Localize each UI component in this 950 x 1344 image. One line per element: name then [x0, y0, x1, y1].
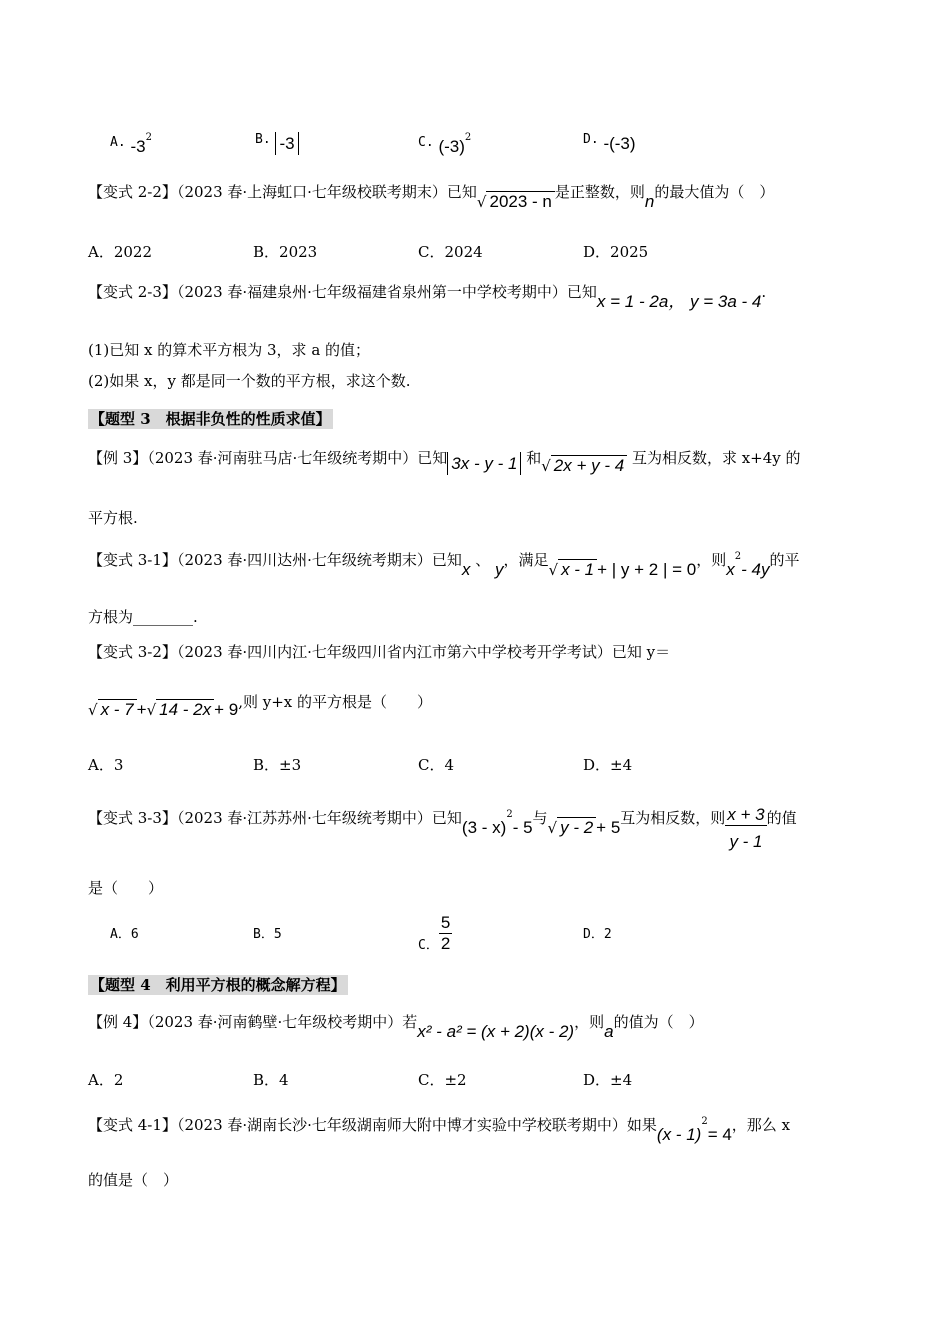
option-c	[418, 128, 472, 156]
option-label: A.	[110, 135, 126, 150]
sqrt-expression: √ x - 1	[549, 560, 598, 580]
sqrt-expression: √ 2023 - n	[477, 192, 555, 212]
question-tag: 【变式 3-2】	[88, 643, 177, 661]
option-a: A．3	[88, 756, 124, 774]
math-expression: x² - a² = (x + 2)(x - 2)	[417, 1022, 575, 1041]
text: +	[136, 700, 147, 719]
option-value: -3	[130, 137, 146, 156]
text: 的值为（ ）	[613, 1013, 704, 1031]
math-expression: + 5	[596, 818, 621, 837]
var: n	[644, 192, 655, 211]
numerator: x + 3	[727, 805, 765, 824]
sqrt-arg: y - 2	[557, 817, 596, 837]
math-expression: - 5	[512, 818, 533, 837]
sub-question-2: (2)如果 x，y 都是同一个数的平方根，求这个数.	[88, 372, 411, 390]
sqrt-expression: √ 2x + y - 4	[541, 456, 627, 476]
option-b: B．±3	[253, 756, 302, 774]
question-v41	[88, 1112, 791, 1144]
var: x	[461, 560, 471, 579]
option-a: A．6	[110, 927, 139, 942]
option-b: B．5	[253, 927, 282, 942]
option-c: C．±2	[418, 1071, 467, 1089]
heading-text: 【题型 3 根据非负性的性质求值】	[90, 410, 331, 428]
section-heading-4	[88, 975, 348, 995]
denominator: y - 1	[729, 832, 763, 851]
sqrt-arg: x - 1	[558, 559, 597, 579]
option-c: C．2024	[418, 243, 483, 261]
option-b	[255, 128, 299, 153]
example-3	[88, 448, 801, 475]
option-a	[110, 128, 152, 156]
question-tag: 【变式 2-2】	[88, 183, 177, 201]
exponent: 2	[145, 132, 152, 143]
math-expression: x = 1 - 2a， y = 3a - 4	[596, 292, 762, 311]
text: 、	[475, 551, 491, 569]
math-expression: + 9	[214, 700, 239, 719]
question-source: （2023 春·江苏苏州·七年级统考期中）已知	[176, 809, 462, 827]
option-value: (-3)	[438, 137, 465, 156]
text: 的值	[766, 809, 797, 827]
math-expression: (3 - x)	[461, 818, 507, 837]
sqrt-arg: 2x + y - 4	[551, 455, 627, 475]
option-d: D．2	[583, 927, 612, 942]
text-continuation: 平方根.	[88, 509, 138, 527]
sqrt-expression: √ y - 2	[548, 818, 597, 838]
question-v32-expression	[88, 693, 433, 720]
text-continuation: 方根为________.	[88, 608, 198, 626]
denominator: 2	[440, 934, 451, 953]
option-d	[583, 128, 636, 153]
text-continuation: 是（ ）	[88, 879, 164, 897]
var: a	[604, 1022, 614, 1041]
option-d: D．±4	[583, 756, 633, 774]
text: 的最大值为（ ）	[654, 183, 775, 201]
abs-expression: 3x - y - 1	[447, 452, 521, 475]
text: 互为相反数，求 x+4y 的	[631, 449, 801, 467]
question-tag: 【例 4】	[88, 1013, 148, 1031]
option-b: B．4	[253, 1071, 289, 1089]
question-v33	[88, 805, 797, 852]
option-c: C．4	[418, 756, 455, 774]
text: 与	[532, 809, 548, 827]
option-label: D.	[583, 132, 599, 147]
question-tag: 【变式 2-3】	[88, 283, 177, 301]
exponent: 2	[506, 809, 513, 820]
text: ，满足	[503, 551, 549, 569]
var: x	[726, 560, 735, 579]
option-b: B．2023	[253, 243, 318, 261]
text: ，那么 x	[731, 1116, 791, 1134]
option-label: C．	[418, 938, 439, 953]
text: ，则	[574, 1013, 605, 1031]
question-tag: 【例 3】	[88, 449, 148, 467]
question-tag: 【变式 3-3】	[88, 809, 177, 827]
math-expression: - 4y	[741, 560, 770, 579]
exponent: 2	[464, 132, 472, 143]
question-source: （2023 春·四川达州·七年级统考期末）已知	[176, 551, 462, 569]
heading-text: 【题型 4 利用平方根的概念解方程】	[90, 976, 346, 994]
option-value: -3	[275, 132, 298, 155]
question-v32	[88, 642, 670, 662]
text: 的平	[769, 551, 800, 569]
text: .	[761, 283, 767, 301]
text: 是正整数，则	[554, 183, 645, 201]
option-a: A．2022	[88, 243, 153, 261]
question-source: （2023 春·河南驻马店·七年级统考期中）已知	[147, 449, 448, 467]
option-d: D．2025	[583, 243, 649, 261]
text: ,则 y+x 的平方根是（ ）	[238, 693, 433, 711]
sqrt-arg: 2023 - n	[486, 191, 554, 211]
sub-question-1: (1)已知 x 的算术平方根为 3，求 a 的值；	[88, 341, 371, 359]
option-value: -(-3)	[603, 134, 636, 153]
var: y	[495, 560, 504, 579]
math-expression: (x - 1)	[656, 1125, 702, 1144]
option-label: C.	[418, 135, 434, 150]
question-v23	[88, 282, 767, 311]
math-expression: = 4	[707, 1125, 732, 1144]
fraction	[439, 913, 452, 954]
exponent: 2	[734, 551, 742, 562]
text-continuation: 的值是（ ）	[88, 1171, 179, 1189]
sqrt-arg: x - 7	[98, 699, 137, 719]
option-d: D．±4	[583, 1071, 633, 1089]
question-v31	[88, 547, 800, 579]
sqrt-arg: 14 - 2x	[156, 699, 214, 719]
example-4	[88, 1012, 704, 1041]
question-source: （2023 春·四川内江·七年级四川省内江市第六中学校考开学考试）已知 y＝	[176, 643, 671, 661]
section-heading-3	[88, 409, 333, 429]
numerator: 5	[440, 913, 451, 932]
fraction	[725, 805, 766, 852]
sqrt-expression: √ x - 7	[88, 700, 137, 720]
question-source: （2023 春·上海虹口·七年级校联考期末）已知	[176, 183, 477, 201]
sqrt-expression: √ 14 - 2x	[147, 700, 215, 720]
question-v22	[88, 182, 775, 211]
option-a: A．2	[88, 1071, 124, 1089]
question-tag: 【变式 3-1】	[88, 551, 177, 569]
text: 和	[526, 449, 542, 467]
question-tag: 【变式 4-1】	[88, 1116, 177, 1134]
math-expression: + | y + 2 | = 0	[597, 560, 697, 579]
option-c	[418, 913, 452, 954]
text: 互为相反数，则	[620, 809, 726, 827]
question-source: （2023 春·福建泉州·七年级福建省泉州第一中学校考期中）已知	[176, 283, 597, 301]
question-source: （2023 春·河南鹤壁·七年级校考期中）若	[147, 1013, 418, 1031]
option-label: B.	[255, 132, 271, 147]
exponent: 2	[701, 1116, 708, 1127]
text: ，则	[696, 551, 727, 569]
question-source: （2023 春·湖南长沙·七年级湖南师大附中博才实验中学校联考期中）如果	[176, 1116, 657, 1134]
